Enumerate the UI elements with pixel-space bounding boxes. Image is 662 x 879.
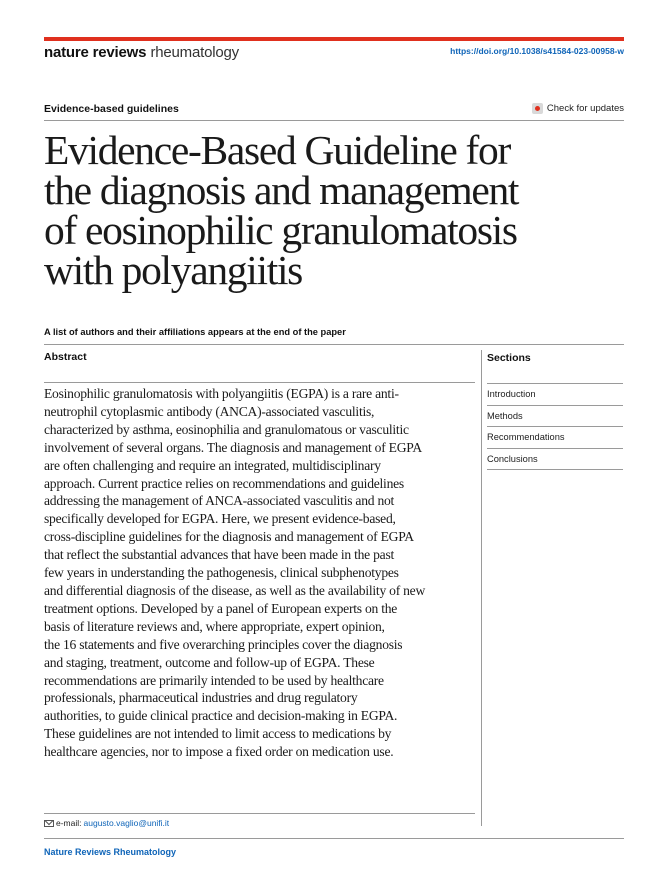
abstract-line: Eosinophilic granulomatosis with polyangiitis (EGPA) is a rare anti- bbox=[44, 386, 399, 401]
email-label: e-mail: bbox=[56, 818, 82, 828]
abstract-line: healthcare agencies, nor to impose a fixed order on medication use. bbox=[44, 744, 394, 760]
abstract-line: that reflect the substantial advances that have been made in the past bbox=[44, 547, 395, 563]
title-line: the diagnosis and management bbox=[44, 167, 519, 213]
abstract-line: neutrophil cytoplasmic antibody (ANCA)-associated vasculitis, bbox=[44, 403, 375, 419]
doi-link[interactable]: https://doi.org/10.1038/s41584-023-00958-w bbox=[450, 46, 624, 56]
masthead-journal: rheumatology bbox=[150, 44, 239, 61]
section-link-recommendations[interactable]: Recommendations bbox=[487, 427, 623, 449]
column-divider bbox=[481, 350, 482, 826]
journal-masthead[interactable] bbox=[44, 43, 239, 63]
header-divider bbox=[44, 120, 624, 121]
article-type-label: Evidence-based guidelines bbox=[44, 103, 179, 115]
section-link-introduction[interactable]: Introduction bbox=[487, 384, 623, 406]
abstract-line: addressing the management of ANCA-associated vasculitis and not bbox=[44, 493, 395, 509]
footer-divider bbox=[44, 838, 624, 839]
correspondence bbox=[44, 818, 169, 828]
abstract-line: basis of literature reviews and, where appropriate, expert opinion, bbox=[44, 618, 385, 634]
abstract-line: authorities, to guide clinical practice and decision-making in EGPA. bbox=[44, 708, 398, 724]
abstract-line: the 16 statements and five overarching principles cover the diagnosis bbox=[44, 636, 403, 652]
abstract-line: and differential diagnosis of the disease, as well as the availability of new bbox=[44, 582, 426, 598]
article-title bbox=[44, 127, 604, 293]
footer-journal-name: Nature Reviews Rheumatology bbox=[44, 847, 177, 857]
authors-note: A list of authors and their affiliations appears at the end of the paper bbox=[44, 327, 346, 337]
title-line: of eosinophilic granulomatosis bbox=[44, 207, 517, 253]
abstract-line: recommendations are primarily intended to be used by healthcare bbox=[44, 672, 384, 688]
abstract-line: cross-discipline guidelines for the diagnosis and management of EGPA bbox=[44, 529, 414, 545]
check-updates-label: Check for updates bbox=[546, 103, 624, 114]
top-accent-bar bbox=[44, 37, 624, 41]
email-link[interactable]: augusto.vaglio@unifi.it bbox=[83, 818, 170, 828]
abstract-line: treatment options. Developed by a panel of European experts on the bbox=[44, 600, 398, 616]
envelope-icon bbox=[44, 820, 54, 827]
abstract-line: involvement of several organs. The diagnosis and management of EGPA bbox=[44, 439, 422, 455]
abstract-line: characterized by asthma, eosinophilia and granulomatous or vasculitic bbox=[44, 421, 409, 437]
abstract-line: specifically developed for EGPA. Here, we present evidence-based, bbox=[44, 511, 396, 527]
abstract-divider bbox=[44, 382, 475, 383]
abstract-line: approach. Current practice relies on recommendations and guidelines bbox=[44, 475, 404, 491]
abstract-body bbox=[44, 385, 480, 761]
title-line: Evidence-Based Guideline for bbox=[44, 127, 511, 173]
section-link-methods[interactable]: Methods bbox=[487, 406, 623, 428]
section-link-conclusions[interactable]: Conclusions bbox=[487, 449, 623, 471]
correspondence-divider bbox=[44, 813, 475, 814]
title-line: with polyangiitis bbox=[44, 247, 303, 293]
check-for-updates-button[interactable] bbox=[532, 103, 624, 114]
abstract-heading: Abstract bbox=[44, 351, 87, 363]
abstract-line: These guidelines are not intended to limit access to medications by bbox=[44, 726, 392, 742]
abstract-line: few years in understanding the pathogenesis, clinical subphenotypes bbox=[44, 565, 399, 581]
masthead-brand: nature reviews bbox=[44, 44, 147, 61]
abstract-line: are often challenging and require an integrated, multidisciplinary bbox=[44, 457, 381, 473]
sections-heading: Sections bbox=[487, 352, 531, 364]
abstract-line: professionals, pharmaceutical industries and drug regulatory bbox=[44, 690, 358, 706]
check-updates-icon bbox=[532, 103, 543, 114]
abstract-top-divider bbox=[44, 344, 624, 345]
abstract-line: and staging, treatment, outcome and follow-up of EGPA. These bbox=[44, 654, 375, 670]
